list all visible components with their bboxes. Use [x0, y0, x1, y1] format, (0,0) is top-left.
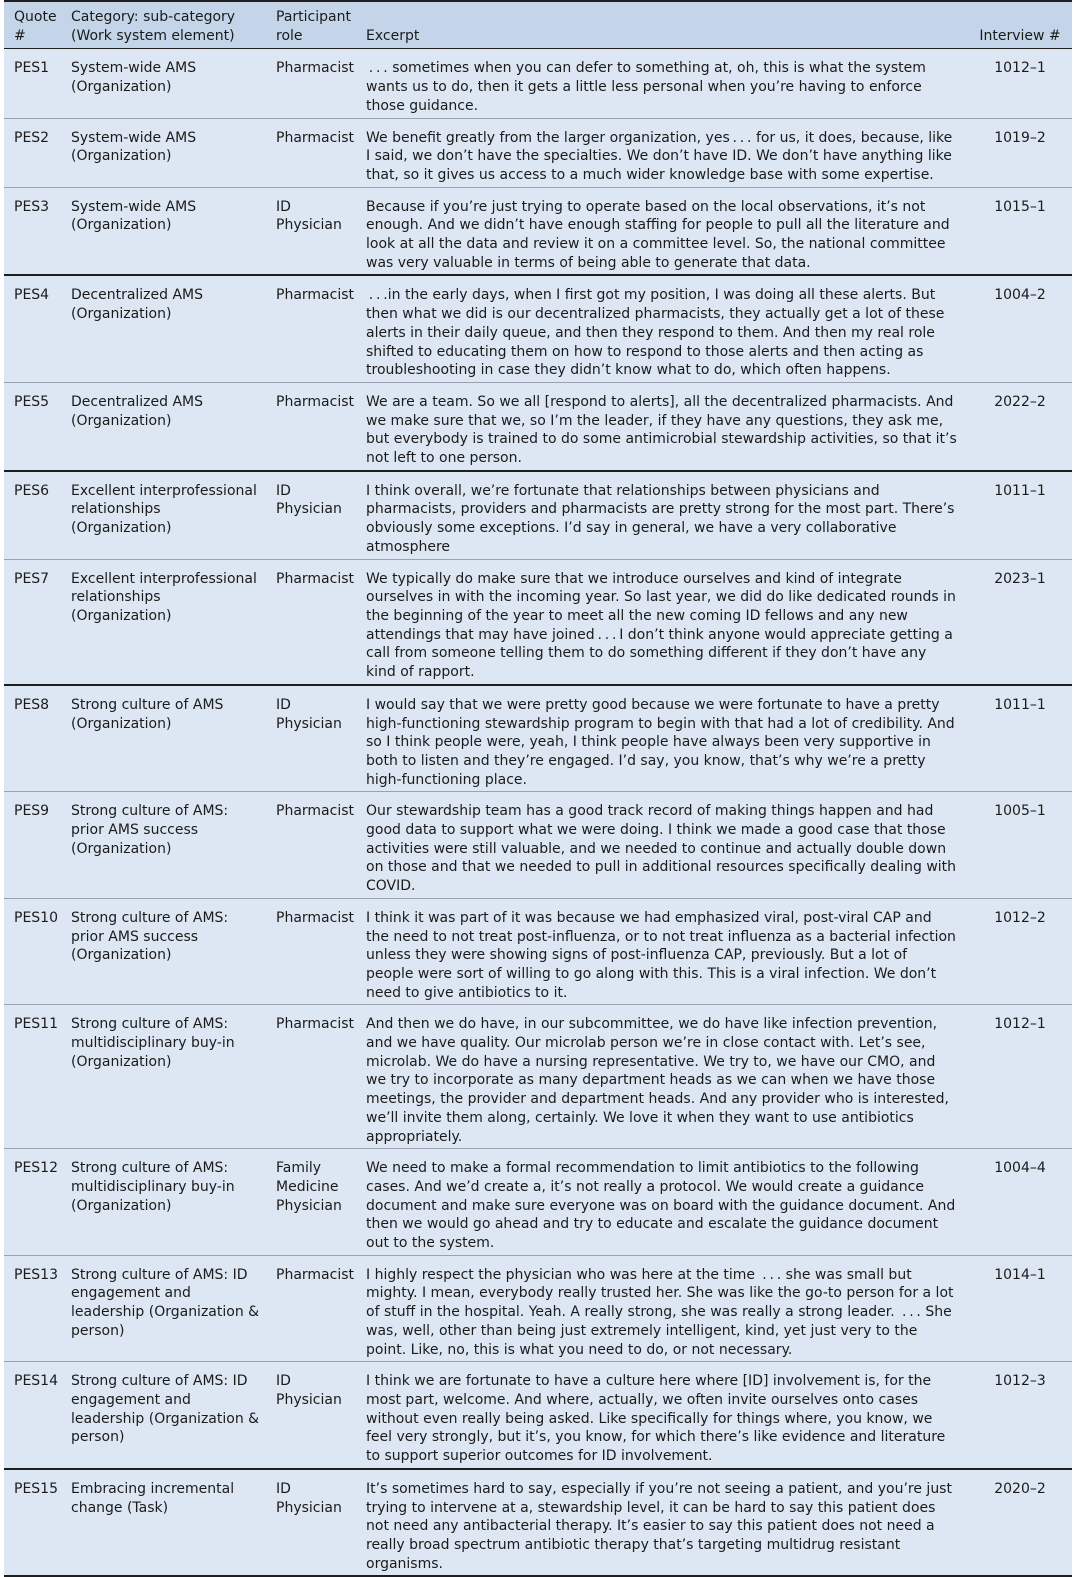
header-quote: Quote #: [4, 2, 61, 49]
cell-excerpt: We benefit greatly from the larger organization, yes . . . for us, it does, because, like I said, we don’t have the specialties. We don’t have ID. We don’t have anything like that, so it gives us access to a much wider knowledge base with some expertise.: [356, 118, 968, 187]
cell-role: Pharmacist: [266, 275, 356, 382]
cell-interview: 1012–3: [968, 1362, 1072, 1469]
cell-role: ID Physician: [266, 685, 356, 792]
cell-category: Decentralized AMS (Organization): [61, 382, 266, 470]
cell-role: ID Physician: [266, 187, 356, 275]
cell-interview: 2023–1: [968, 559, 1072, 685]
cell-quote: PES7: [4, 559, 61, 685]
table-row: [4, 1255, 1072, 1362]
cell-quote: PES10: [4, 898, 61, 1005]
cell-category: Strong culture of AMS: multidisciplinary buy-in (Organization): [61, 1149, 266, 1256]
header-row: [4, 2, 1072, 49]
cell-excerpt: We typically do make sure that we introduce ourselves and kind of integrate ourselves in with the incoming year. So last year, we did do like dedicated rounds in the beginning of the year to meet all the new coming ID fellows and any new attendings that may have joined . . . I don’t think anyone would appreciate getting a call from someone telling them to do something different if they don’t have any kind of rapport.: [356, 559, 968, 685]
cell-quote: PES6: [4, 471, 61, 559]
cell-quote: PES11: [4, 1005, 61, 1149]
cell-role: Family Medicine Physician: [266, 1149, 356, 1256]
cell-category: Strong culture of AMS: ID engagement and leadership (Organization & person): [61, 1362, 266, 1469]
cell-excerpt: We need to make a formal recommendation to limit antibiotics to the following cases. And we’d create a, it’s not really a protocol. We would create a guidance document and make sure everyone was on board with the guidance document. And then we would go ahead and try to educate and escalate the guidance document out to the system.: [356, 1149, 968, 1256]
cell-interview: 2022–2: [968, 382, 1072, 470]
cell-category: System-wide AMS (Organization): [61, 118, 266, 187]
cell-excerpt: I think overall, we’re fortunate that relationships between physicians and pharmacists, providers and pharmacists are pretty strong for the most part. There’s obviously some exceptions. I’d say in general, we have a very collaborative atmosphere: [356, 471, 968, 559]
cell-role: ID Physician: [266, 1469, 356, 1577]
cell-category: Strong culture of AMS (Organization): [61, 685, 266, 792]
cell-interview: 1004–4: [968, 1149, 1072, 1256]
header-category: Category: sub-category (Work system element): [61, 2, 266, 49]
cell-category: Decentralized AMS (Organization): [61, 275, 266, 382]
cell-role: Pharmacist: [266, 49, 356, 118]
cell-excerpt: We are a team. So we all [respond to alerts], all the decentralized pharmacists. And we make sure that we, so I’m the leader, if they have any questions, they ask me, but everybody is trained to do some antimicrobial stewardship activities, so that it’s not left to one person.: [356, 382, 968, 470]
cell-excerpt: And then we do have, in our subcommittee, we do have like infection prevention, and we have quality. Our microlab person we’re in close contact with. Let’s see, microlab. We do have a nursing representative. We try to, we have our CMO, and we try to incorporate as many department heads as we can when we have those meetings, the provider and department heads. And any provider who is interested, we’ll invite them along, certainly. We love it when they want to use antibiotics appropriately.: [356, 1005, 968, 1149]
cell-quote: PES4: [4, 275, 61, 382]
table-row: [4, 49, 1072, 118]
cell-role: ID Physician: [266, 471, 356, 559]
table-row: [4, 118, 1072, 187]
cell-quote: PES9: [4, 792, 61, 899]
cell-interview: 1014–1: [968, 1255, 1072, 1362]
cell-role: Pharmacist: [266, 1005, 356, 1149]
cell-excerpt: Our stewardship team has a good track record of making things happen and had good data to support what we were doing. I think we made a good case that those activities were still valuable, and we needed to continue and actually double down on those and that we needed to pull in additional resources specifically dealing with COVID.: [356, 792, 968, 899]
cell-excerpt: Because if you’re just trying to operate based on the local observations, it’s not enough. And we didn’t have enough staffing for people to pull all the literature and look at all the data and review it on a committee level. So, the national committee was very valuable in terms of being able to generate that data.: [356, 187, 968, 275]
table-row: [4, 559, 1072, 685]
cell-category: Strong culture of AMS: prior AMS success (Organization): [61, 792, 266, 899]
header-interview: Interview #: [968, 2, 1072, 49]
cell-interview: 2020–2: [968, 1469, 1072, 1577]
table-row: [4, 898, 1072, 1005]
cell-category: Strong culture of AMS: multidisciplinary buy-in (Organization): [61, 1005, 266, 1149]
cell-interview: 1011–1: [968, 685, 1072, 792]
cell-excerpt: I highly respect the physician who was here at the time . . . she was small but mighty. I mean, everybody really trusted her. She was like the go-to person for a lot of stuff in the hospital. Yeah. A really strong, she was really a strong leader. . . . She was, well, other than being just extremely intelligent, kind, yet just very to the point. Like, no, this is what you need to do, or not necessary.: [356, 1255, 968, 1362]
cell-category: Embracing incremental change (Task): [61, 1469, 266, 1577]
cell-role: Pharmacist: [266, 382, 356, 470]
cell-excerpt: I would say that we were pretty good because we were fortunate to have a pretty high-functioning stewardship program to begin with that had a lot of credibility. And so I think people were, yeah, I think people have always been very supportive in both to listen and they’re engaged. I’d say, you know, that’s why we’re a pretty high-functioning place.: [356, 685, 968, 792]
cell-category: System-wide AMS (Organization): [61, 49, 266, 118]
table-row: [4, 382, 1072, 470]
cell-quote: PES12: [4, 1149, 61, 1256]
cell-interview: 1012–1: [968, 49, 1072, 118]
cell-role: Pharmacist: [266, 792, 356, 899]
table-row: [4, 792, 1072, 899]
cell-interview: 1012–2: [968, 898, 1072, 1005]
cell-interview: 1019–2: [968, 118, 1072, 187]
cell-role: ID Physician: [266, 1362, 356, 1469]
cell-category: Strong culture of AMS: prior AMS success (Organization): [61, 898, 266, 1005]
cell-quote: PES2: [4, 118, 61, 187]
cell-quote: PES13: [4, 1255, 61, 1362]
cell-quote: PES15: [4, 1469, 61, 1577]
cell-interview: 1004–2: [968, 275, 1072, 382]
table-row: [4, 1469, 1072, 1577]
cell-category: Strong culture of AMS: ID engagement and leadership (Organization & person): [61, 1255, 266, 1362]
table-row: [4, 1362, 1072, 1469]
cell-category: System-wide AMS (Organization): [61, 187, 266, 275]
quotes-table: [4, 2, 1072, 1577]
cell-role: Pharmacist: [266, 1255, 356, 1362]
cell-interview: 1005–1: [968, 792, 1072, 899]
table-body: [4, 49, 1072, 1576]
cell-quote: PES8: [4, 685, 61, 792]
table-row: [4, 1149, 1072, 1256]
cell-role: Pharmacist: [266, 559, 356, 685]
cell-category: Excellent interprofessional relationships (Organization): [61, 471, 266, 559]
table-row: [4, 471, 1072, 559]
cell-role: Pharmacist: [266, 898, 356, 1005]
table-row: [4, 685, 1072, 792]
table-row: [4, 187, 1072, 275]
cell-category: Excellent interprofessional relationships (Organization): [61, 559, 266, 685]
cell-interview: 1012–1: [968, 1005, 1072, 1149]
cell-interview: 1015–1: [968, 187, 1072, 275]
cell-role: Pharmacist: [266, 118, 356, 187]
cell-interview: 1011–1: [968, 471, 1072, 559]
cell-excerpt: It’s sometimes hard to say, especially if you’re not seeing a patient, and you’re just trying to intervene at a, stewardship level, it can be hard to say this patient does not need any antibacterial therapy. It’s easier to say this patient does not need a really broad spectrum antibiotic therapy that’s targeting multidrug resistant organisms.: [356, 1469, 968, 1577]
cell-excerpt: I think it was part of it was because we had emphasized viral, post-viral CAP and the need to not treat post-influenza, or to not treat influenza as a bacterial infection unless they were showing signs of post-influenza CAP, previously. But a lot of people were sort of willing to go along with this. This is a viral infection. We don’t need to give antibiotics to it.: [356, 898, 968, 1005]
table-row: [4, 275, 1072, 382]
table-header: [4, 2, 1072, 49]
cell-excerpt: . . .in the early days, when I first got my position, I was doing all these alerts. But then what we did is our decentralized pharmacists, they actually get a lot of these alerts in their daily queue, and then they respond to them. And then my real role shifted to educating them on how to respond to those alerts and then acting as troubleshooting in case they didn’t know what to do, which often happens.: [356, 275, 968, 382]
cell-quote: PES3: [4, 187, 61, 275]
cell-excerpt: . . . sometimes when you can defer to something at, oh, this is what the system wants us to do, then it gets a little less personal when you’re having to enforce those guidance.: [356, 49, 968, 118]
cell-quote: PES14: [4, 1362, 61, 1469]
cell-quote: PES5: [4, 382, 61, 470]
header-excerpt: Excerpt: [356, 2, 968, 49]
cell-quote: PES1: [4, 49, 61, 118]
cell-excerpt: I think we are fortunate to have a culture here where [ID] involvement is, for the most part, welcome. And where, actually, we often invite ourselves onto cases without even really being asked. Like specifically for things where, you know, we feel very strongly, but it’s, you know, for which there’s like evidence and literature to support superior outcomes for ID involvement.: [356, 1362, 968, 1469]
table-row: [4, 1005, 1072, 1149]
header-role: Participant role: [266, 2, 356, 49]
